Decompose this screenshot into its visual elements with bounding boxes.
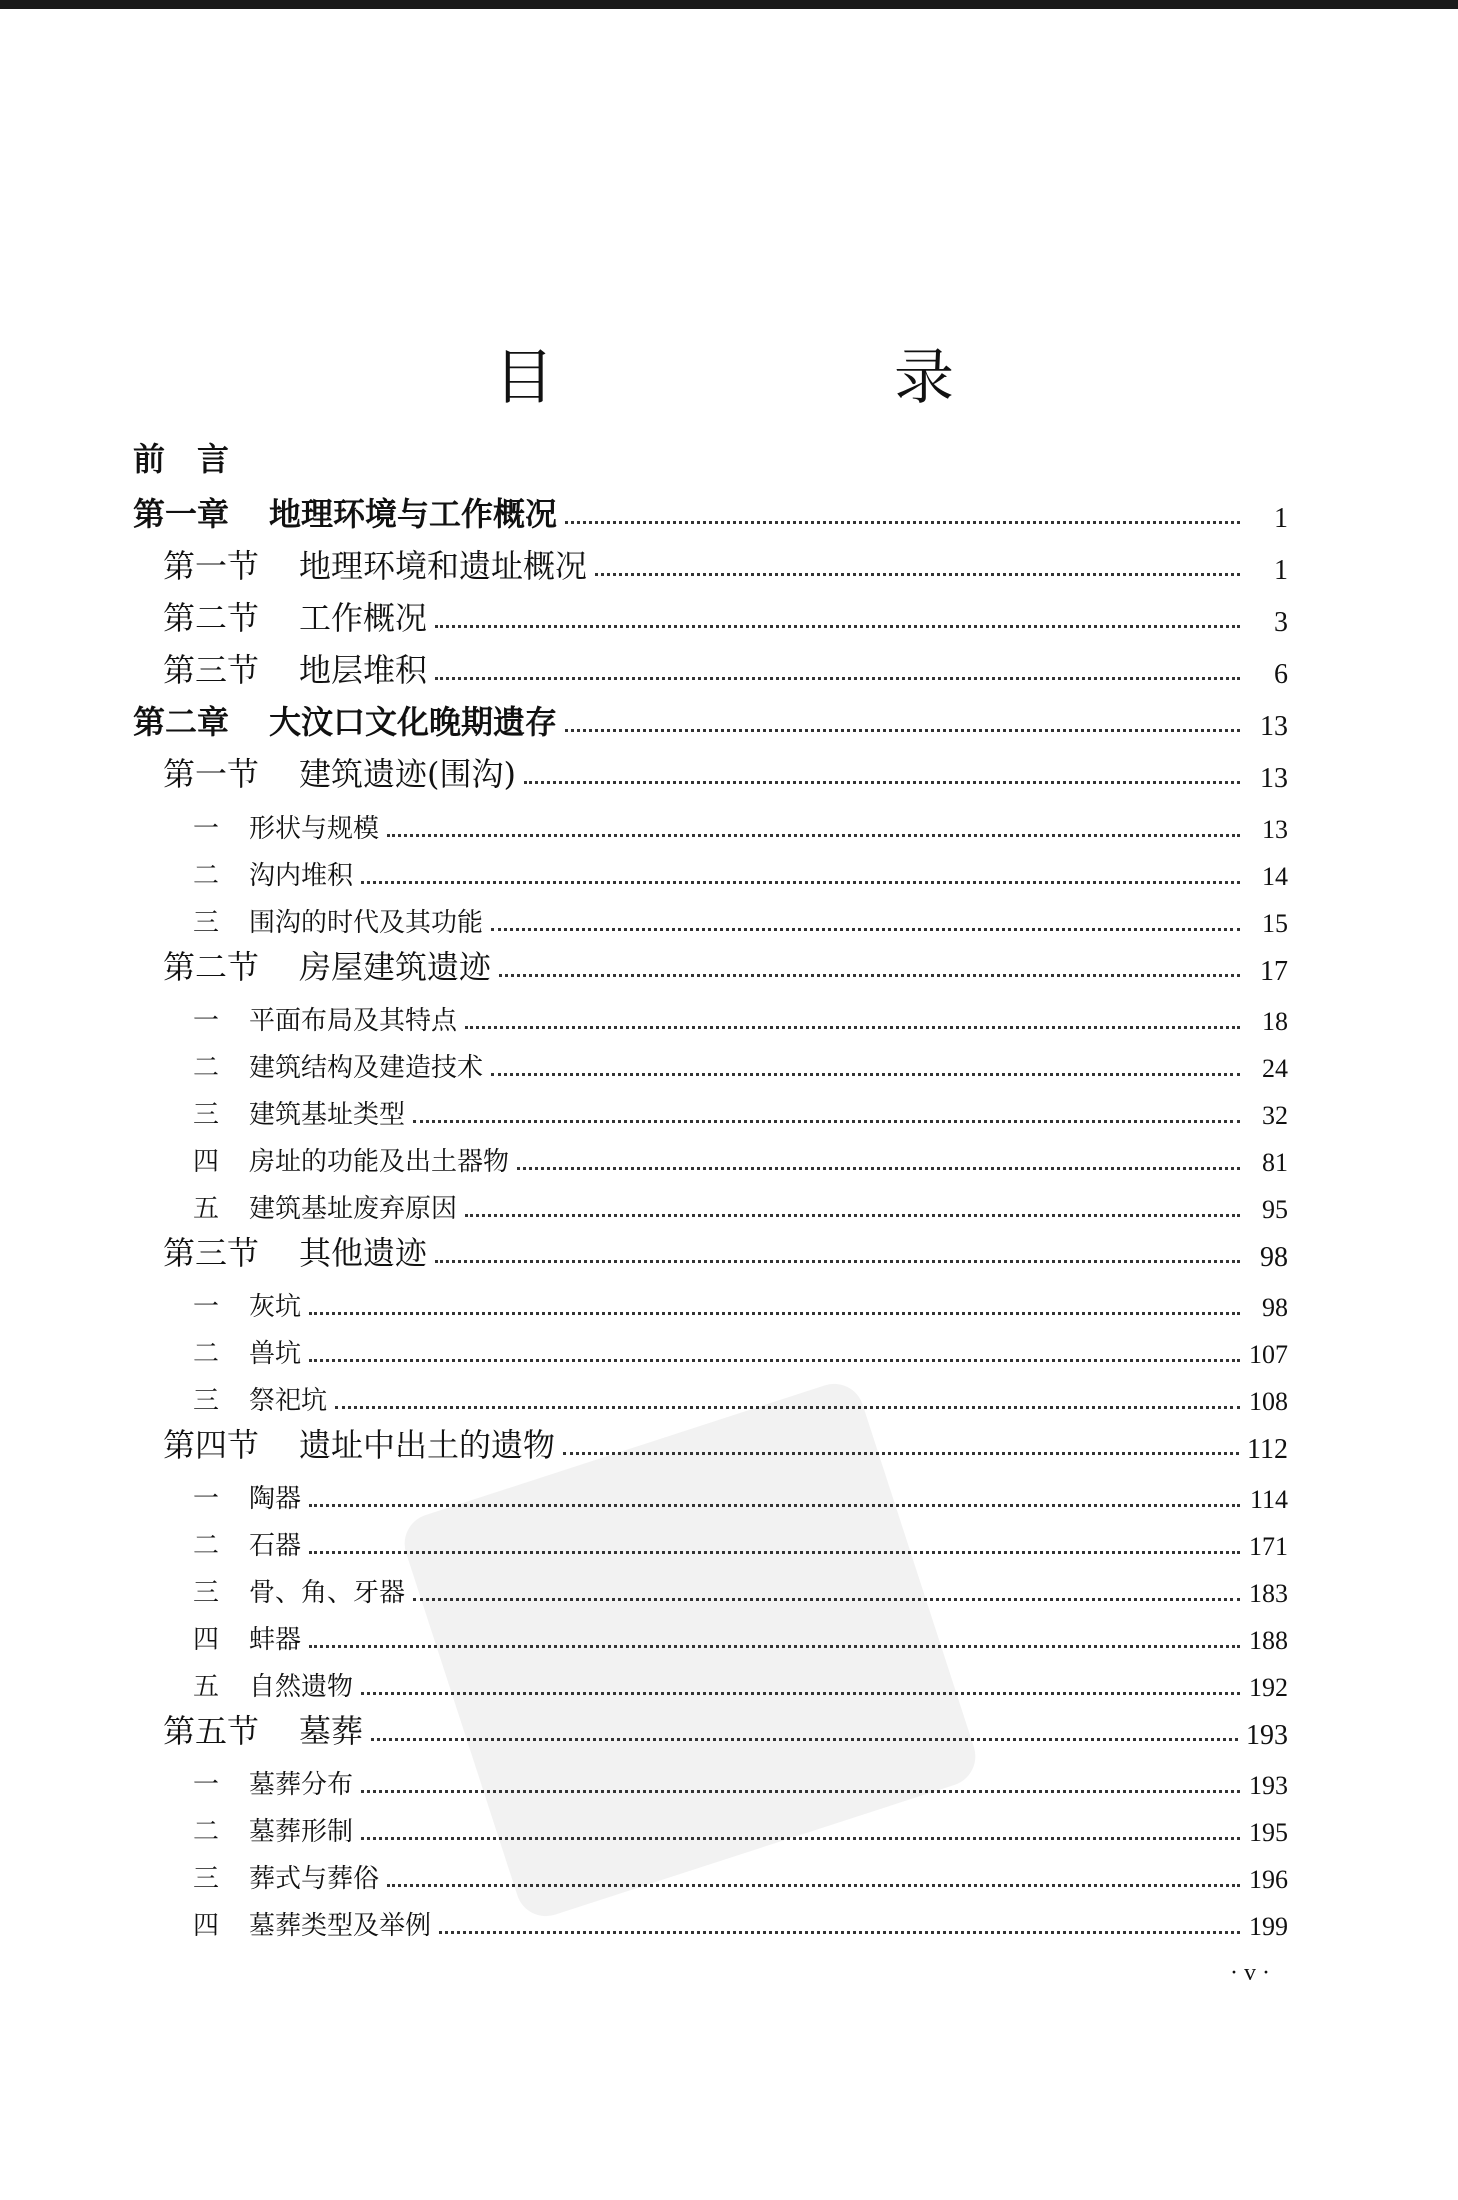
page-number: · v · — [1230, 1960, 1270, 1986]
dot-leader — [491, 1073, 1240, 1076]
toc-entry[interactable] — [0, 1606, 1458, 1656]
toc-entry-number: 五 — [193, 1194, 220, 1224]
toc-entry-number: 一 — [193, 814, 220, 844]
toc-entry[interactable] — [0, 1465, 1458, 1515]
toc-entry-title: 围沟的时代及其功能 — [249, 908, 484, 938]
toc-entry-title: 葬式与葬俗 — [249, 1864, 380, 1894]
toc-entry-label — [193, 1858, 379, 1895]
dot-leader — [413, 1120, 1240, 1123]
toc-entry-page: 188 — [1249, 1626, 1288, 1655]
toc-entry-label — [193, 1478, 301, 1515]
toc-entry-page: 13 — [1262, 815, 1288, 844]
dot-leader — [335, 1406, 1240, 1409]
toc-entry-page: 13 — [1260, 763, 1288, 794]
toc-entry-page: 171 — [1249, 1532, 1288, 1561]
toc-entry-number: 二 — [193, 1531, 220, 1561]
top-border-rule — [0, 0, 1458, 9]
page-title: 目 录 — [494, 343, 1094, 413]
toc-entry-number: 一 — [193, 1292, 220, 1322]
toc-entry-title: 地理环境和遗址概况 — [299, 547, 588, 585]
toc-entry-title: 建筑结构及建造技术 — [249, 1053, 484, 1083]
dot-leader — [361, 1790, 1240, 1793]
toc-entry-title: 墓葬 — [299, 1712, 364, 1750]
toc-entry-number: 第三节 — [163, 1234, 260, 1272]
toc-entry-label — [193, 1000, 457, 1037]
toc-entry[interactable] — [0, 1751, 1458, 1801]
dot-leader — [435, 1260, 1240, 1263]
toc-entry-label — [133, 489, 557, 535]
toc-entry-label — [163, 1420, 555, 1466]
toc-entry-label — [193, 1666, 353, 1703]
toc-entry-number: 二 — [193, 861, 220, 891]
dot-leader — [387, 1884, 1240, 1887]
toc-entry-title: 墓葬分布 — [249, 1770, 354, 1800]
dot-leader — [309, 1645, 1240, 1648]
toc-entry-page: 14 — [1262, 862, 1288, 891]
toc-entry-title: 石器 — [249, 1531, 302, 1561]
toc-entry-title: 建筑遗迹(围沟) — [299, 755, 516, 793]
toc-entry-label — [193, 808, 379, 845]
toc-entry[interactable] — [0, 1175, 1458, 1225]
toc-entry-label — [133, 434, 229, 480]
toc-entry-label — [193, 1619, 301, 1656]
toc-entry-page: 1 — [1274, 555, 1288, 586]
toc-entry[interactable] — [0, 641, 1458, 691]
toc-entry[interactable] — [0, 1559, 1458, 1609]
dot-leader — [595, 573, 1240, 576]
toc-entry-page: 193 — [1249, 1771, 1288, 1800]
toc-entry-title: 地层堆积 — [299, 651, 428, 689]
toc-entry-label — [163, 1228, 427, 1274]
toc-entry-page: 98 — [1262, 1293, 1288, 1322]
dot-leader — [309, 1551, 1240, 1554]
dot-leader — [517, 1167, 1240, 1170]
toc-entry-page: 196 — [1249, 1865, 1288, 1894]
toc-entry[interactable] — [0, 1653, 1458, 1703]
toc-entry-number: 第五节 — [163, 1712, 260, 1750]
dot-leader — [491, 928, 1240, 931]
toc-entry[interactable] — [0, 1320, 1458, 1370]
toc-entry-page: 13 — [1260, 711, 1288, 742]
dot-leader — [361, 881, 1240, 884]
toc-entry-number: 二 — [193, 1339, 220, 1369]
toc-entry-label — [193, 1094, 405, 1131]
toc-entry-number: 二 — [193, 1817, 220, 1847]
toc-entry-page: 112 — [1247, 1434, 1288, 1465]
toc-entry[interactable] — [0, 430, 1458, 480]
toc-entry[interactable] — [0, 1892, 1458, 1942]
toc-entry-label — [193, 1047, 483, 1084]
toc-entry[interactable] — [0, 938, 1458, 988]
toc-entry[interactable] — [0, 1273, 1458, 1323]
dot-leader — [465, 1214, 1240, 1217]
toc-entry-title: 工作概况 — [299, 599, 428, 637]
toc-entry-page: 3 — [1274, 607, 1288, 638]
dot-leader — [524, 781, 1240, 784]
toc-entry-number: 三 — [193, 908, 220, 938]
toc-entry-label — [193, 1286, 301, 1323]
toc-entry-page: 6 — [1274, 659, 1288, 690]
toc-entry-number: 二 — [193, 1053, 220, 1083]
toc-entry-number: 四 — [193, 1147, 220, 1177]
toc-entry[interactable] — [0, 745, 1458, 795]
toc-entry-label — [163, 593, 427, 639]
toc-entry-title: 沟内堆积 — [249, 861, 354, 891]
toc-entry-label — [163, 1706, 363, 1752]
toc-entry[interactable] — [0, 842, 1458, 892]
toc-entry[interactable] — [0, 889, 1458, 939]
toc-entry-title: 建筑基址废弃原因 — [249, 1194, 458, 1224]
dot-leader — [565, 729, 1240, 732]
dot-leader — [439, 1931, 1240, 1934]
toc-entry-title: 地理环境与工作概况 — [269, 495, 558, 533]
toc-entry-number: 第四节 — [163, 1426, 260, 1464]
toc-entry-title: 骨、角、牙器 — [249, 1578, 406, 1608]
toc-entry-number: 前 言 — [133, 440, 230, 478]
toc-entry-label — [193, 855, 353, 892]
toc-entry-title: 建筑基址类型 — [249, 1100, 406, 1130]
toc-entry-page: 192 — [1249, 1673, 1288, 1702]
dot-leader — [361, 1837, 1240, 1840]
toc-entry-title: 陶器 — [249, 1484, 302, 1514]
dot-leader — [499, 974, 1240, 977]
toc-entry-number: 四 — [193, 1625, 220, 1655]
toc-entry[interactable] — [0, 537, 1458, 587]
toc-entry-number: 第一节 — [163, 547, 260, 585]
toc-entry-title: 其他遗迹 — [299, 1234, 428, 1272]
dot-leader — [435, 625, 1240, 628]
dot-leader — [413, 1598, 1240, 1601]
toc-entry-label — [163, 541, 587, 587]
toc-entry-page: 24 — [1262, 1054, 1288, 1083]
toc-entry-label — [133, 697, 557, 743]
toc-entry-page: 81 — [1262, 1148, 1288, 1177]
toc-entry-title: 墓葬形制 — [249, 1817, 354, 1847]
toc-entry[interactable] — [0, 1128, 1458, 1178]
toc-entry[interactable] — [0, 1845, 1458, 1895]
toc-entry-title: 祭祀坑 — [249, 1386, 328, 1416]
toc-entry-label — [193, 1572, 405, 1609]
toc-entry-label — [193, 1764, 353, 1801]
toc-entry-number: 三 — [193, 1864, 220, 1894]
toc-entry[interactable] — [0, 1034, 1458, 1084]
toc-entry-label — [193, 1811, 353, 1848]
toc-entry[interactable] — [0, 1367, 1458, 1417]
toc-entry-title: 墓葬类型及举例 — [249, 1911, 432, 1941]
toc-entry-title: 蚌器 — [249, 1625, 302, 1655]
toc-entry-page: 193 — [1246, 1720, 1288, 1751]
dot-leader — [361, 1692, 1240, 1695]
toc-entry-number: 一 — [193, 1484, 220, 1514]
toc-entry-page: 17 — [1260, 956, 1288, 987]
toc-entry-number: 第一节 — [163, 755, 260, 793]
toc-entry-number: 一 — [193, 1770, 220, 1800]
toc-entry[interactable] — [0, 1512, 1458, 1562]
toc-entry-label — [193, 1188, 457, 1225]
toc-entry-page: 199 — [1249, 1912, 1288, 1941]
toc-entry-page: 183 — [1249, 1579, 1288, 1608]
toc-entry-title: 自然遗物 — [249, 1672, 354, 1702]
dot-leader — [371, 1738, 1238, 1741]
toc-entry-number: 一 — [193, 1006, 220, 1036]
toc-entry[interactable] — [0, 1702, 1458, 1752]
toc-entry-page: 108 — [1249, 1387, 1288, 1416]
toc-entry-number: 三 — [193, 1386, 220, 1416]
dot-leader — [435, 677, 1240, 680]
dot-leader — [309, 1504, 1240, 1507]
toc-entry-number: 第三节 — [163, 651, 260, 689]
toc-entry-number: 三 — [193, 1578, 220, 1608]
dot-leader — [565, 521, 1240, 524]
toc-entry[interactable] — [0, 693, 1458, 743]
toc-entry[interactable] — [0, 1798, 1458, 1848]
toc-entry[interactable] — [0, 1224, 1458, 1274]
toc-entry-page: 32 — [1262, 1101, 1288, 1130]
toc-entry-page: 107 — [1249, 1340, 1288, 1369]
toc-entry-number: 五 — [193, 1672, 220, 1702]
toc-entry-title: 大汶口文化晚期遗存 — [269, 703, 558, 741]
toc-entry-page: 18 — [1262, 1007, 1288, 1036]
toc-entry-label — [193, 1905, 431, 1942]
toc-entry[interactable] — [0, 1081, 1458, 1131]
toc-entry-label — [193, 1380, 327, 1417]
toc-entry-title: 平面布局及其特点 — [249, 1006, 458, 1036]
toc-entry[interactable] — [0, 485, 1458, 535]
toc-entry-title: 灰坑 — [249, 1292, 302, 1322]
toc-entry-number: 四 — [193, 1911, 220, 1941]
dot-leader — [465, 1026, 1240, 1029]
toc-entry-title: 房屋建筑遗迹 — [299, 948, 492, 986]
toc-entry-page: 15 — [1262, 909, 1288, 938]
toc-entry-number: 三 — [193, 1100, 220, 1130]
toc-entry-label — [163, 645, 427, 691]
toc-entry-number: 第二节 — [163, 599, 260, 637]
toc-entry[interactable] — [0, 795, 1458, 845]
toc-entry-page: 95 — [1262, 1195, 1288, 1224]
toc-entry-page: 98 — [1260, 1242, 1288, 1273]
toc-entry[interactable] — [0, 987, 1458, 1037]
toc-entry-label — [193, 1333, 301, 1370]
toc-entry-page: 114 — [1249, 1485, 1288, 1514]
dot-leader — [387, 834, 1240, 837]
toc-entry-title: 兽坑 — [249, 1339, 302, 1369]
toc-entry-page: 1 — [1274, 503, 1288, 534]
toc-entry-label — [193, 1525, 301, 1562]
toc-entry-title: 形状与规模 — [249, 814, 380, 844]
dot-leader — [309, 1312, 1240, 1315]
toc-entry-label — [163, 942, 491, 988]
toc-entry-label — [193, 1141, 509, 1178]
toc-entry-number: 第一章 — [133, 495, 230, 533]
toc-entry-label — [193, 902, 483, 939]
toc-entry-title: 房址的功能及出土器物 — [249, 1147, 510, 1177]
dot-leader — [563, 1452, 1239, 1455]
dot-leader — [309, 1359, 1240, 1362]
toc-entry[interactable] — [0, 1416, 1458, 1466]
toc-entry-number: 第二节 — [163, 948, 260, 986]
toc-entry-title: 遗址中出土的遗物 — [299, 1426, 556, 1464]
toc-entry-label — [163, 749, 516, 795]
toc-entry[interactable] — [0, 589, 1458, 639]
toc-entry-page: 195 — [1249, 1818, 1288, 1847]
toc-entry-number: 第二章 — [133, 703, 230, 741]
